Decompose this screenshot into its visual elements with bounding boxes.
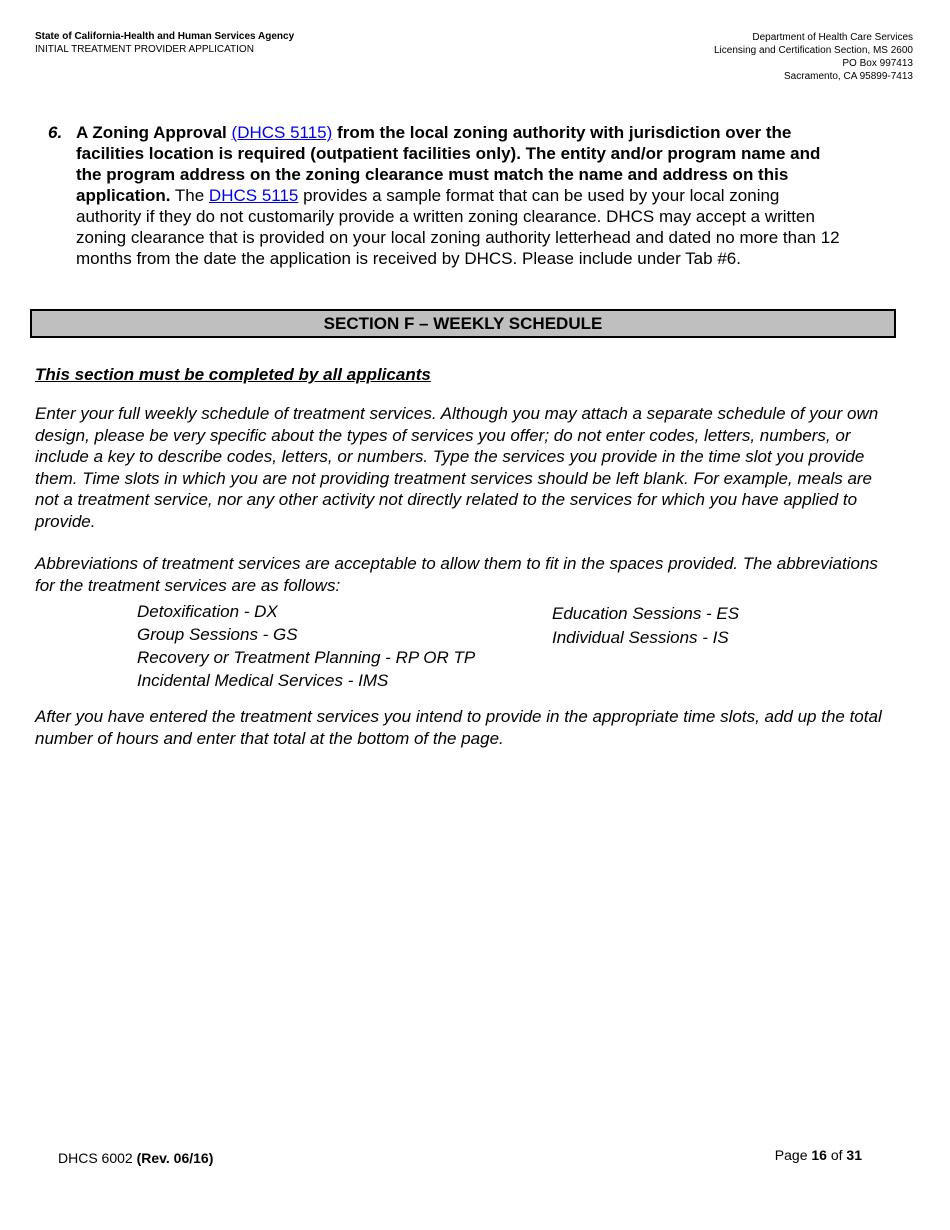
item-6-text-the: The xyxy=(174,186,205,205)
page-current: 16 xyxy=(811,1147,827,1163)
item-number: 6. xyxy=(48,123,63,142)
schedule-instructions: Enter your full weekly schedule of treatment services. Although you may attach a separate schedule of your own design, please be very specific about the types of services you offer; do not enter codes, letters, numbers, or include a key to describe codes, letters, or numbers. Type the services you provide in the time slot you provide them. Time slots in which you are not providing treatment services should be left blank. For example, meals are not a treatment service, nor any other activity not directly related to the services for which you have applied to provide. xyxy=(35,404,879,531)
city-address: Sacramento, CA 95899-7413 xyxy=(784,71,913,82)
page-of: of xyxy=(830,1147,843,1163)
dhcs-5115-link-2[interactable]: DHCS 5115 xyxy=(208,186,299,205)
abbreviation-item: Detoxification - DX xyxy=(137,602,278,621)
section-f-header: SECTION F – WEEKLY SCHEDULE xyxy=(30,309,896,338)
po-box: PO Box 997413 xyxy=(842,58,913,69)
total-hours-instructions: After you have entered the treatment services you intend to provide in the appropriate time slots, add up the total number of hours and enter that total at the bottom of the page. xyxy=(35,707,882,748)
footer-form-number xyxy=(58,1150,213,1166)
section-name: Licensing and Certification Section, MS 2600 xyxy=(713,45,913,56)
form-revision: (Rev. 06/16) xyxy=(136,1150,214,1166)
department-name: Department of Health Care Services xyxy=(752,32,913,43)
form-number: DHCS 6002 xyxy=(58,1150,133,1166)
abbreviation-item: Recovery or Treatment Planning - RP OR TP xyxy=(137,648,476,667)
item-6-bold-intro: A Zoning Approval xyxy=(76,123,227,142)
page-indicator xyxy=(775,1147,862,1163)
abbreviations-intro: Abbreviations of treatment services are acceptable to allow them to fit in the spaces provided. The abbreviations for the treatment services are as follows: xyxy=(35,554,878,595)
page-word: Page xyxy=(774,1147,808,1163)
header-left xyxy=(35,30,294,56)
item-6-bold-rest: from the local zoning authority with jurisdiction over the facilities location is required (outpatient facilities only). The entity and/or program name and the program address on the zoning clearance must match the name and address on this application. xyxy=(76,123,821,205)
abbreviations-list-left xyxy=(137,600,475,692)
item-6-body xyxy=(76,122,848,269)
item-6-text-rest: provides a sample format that can be used by your local zoning authority if they do not customarily provide a written zoning clearance. DHCS may accept a written zoning clearance that is provided on your local zoning authority letterhead and dated no more than 12 months from the date the application is received by DHCS. Please include under Tab #6. xyxy=(76,186,840,268)
abbreviation-item: Individual Sessions - IS xyxy=(552,628,729,647)
form-title: INITIAL TREATMENT PROVIDER APPLICATION xyxy=(35,44,254,55)
item-6 xyxy=(48,122,848,269)
page-total: 31 xyxy=(846,1147,862,1163)
abbreviation-item: Education Sessions - ES xyxy=(552,604,740,623)
abbreviation-item: Group Sessions - GS xyxy=(137,625,298,644)
abbreviations-list-right xyxy=(552,602,739,650)
header-right xyxy=(714,31,913,83)
dhcs-5115-link-1[interactable]: (DHCS 5115) xyxy=(231,123,333,142)
agency-name: State of California-Health and Human Services Agency xyxy=(35,31,295,42)
section-instruction-heading: This section must be completed by all applicants xyxy=(35,365,431,384)
abbreviation-item: Incidental Medical Services - IMS xyxy=(137,671,389,690)
